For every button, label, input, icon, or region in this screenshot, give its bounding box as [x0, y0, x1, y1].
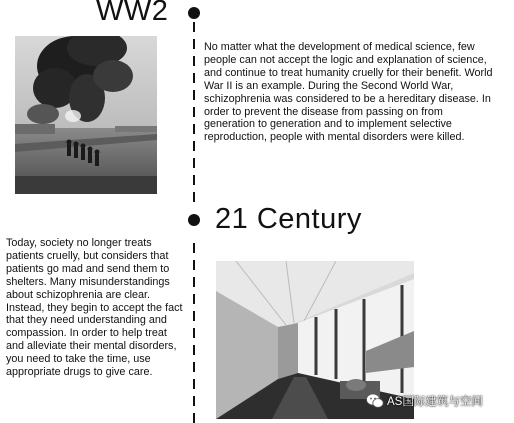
timeline-dash	[193, 39, 195, 49]
timeline-dash	[193, 396, 195, 406]
century21-body-text: Today, society no longer treats patients cruelly, but considers that patients go mad and send them to shelters. Many misunderstandings about schizophrenia are clear. Instead, they begin to accept the fact that they need understanding and compassion. In order to help treat and alleviate their mental disorders, you need to take the time, use appropriate drugs to give care.	[6, 237, 183, 379]
timeline-dash	[193, 243, 195, 253]
ww2-heading: WW2	[96, 0, 169, 27]
timeline	[186, 0, 202, 422]
timeline-dash	[193, 311, 195, 321]
ww2-battlefield-photo	[15, 36, 157, 194]
timeline-dash	[193, 192, 195, 202]
timeline-dash	[193, 124, 195, 134]
timeline-dot-icon	[188, 214, 200, 226]
timeline-dash	[193, 73, 195, 83]
timeline-dash	[193, 260, 195, 270]
timeline-dash	[193, 22, 195, 32]
timeline-dash	[193, 56, 195, 66]
timeline-dash	[193, 158, 195, 168]
timeline-dash	[193, 362, 195, 372]
timeline-dash	[193, 175, 195, 185]
timeline-dash	[193, 277, 195, 287]
watermark	[366, 392, 483, 410]
timeline-dash	[193, 294, 195, 304]
timeline-dash	[193, 141, 195, 151]
timeline-dot-icon	[188, 7, 200, 19]
ww2-body-text: No matter what the development of medical science, few people can not accept the logic and explanation of science, and continue to treat humanity cruelly for their benefit. World War II is an example. During the Second World War, schizophrenia was considered to be a hereditary disease. In order to prevent the disease from passing on from generation to generation and to implement selective reproduction, people with mental disorders were killed.	[204, 41, 493, 144]
century21-heading: 21 Century	[215, 203, 362, 235]
timeline-dash	[193, 328, 195, 338]
timeline-dash	[193, 379, 195, 389]
wechat-icon	[366, 393, 384, 409]
watermark-text: AS国际建筑与空间	[387, 396, 483, 408]
timeline-dash	[193, 345, 195, 355]
timeline-dash	[193, 107, 195, 117]
timeline-line	[193, 0, 195, 422]
timeline-dash	[193, 90, 195, 100]
